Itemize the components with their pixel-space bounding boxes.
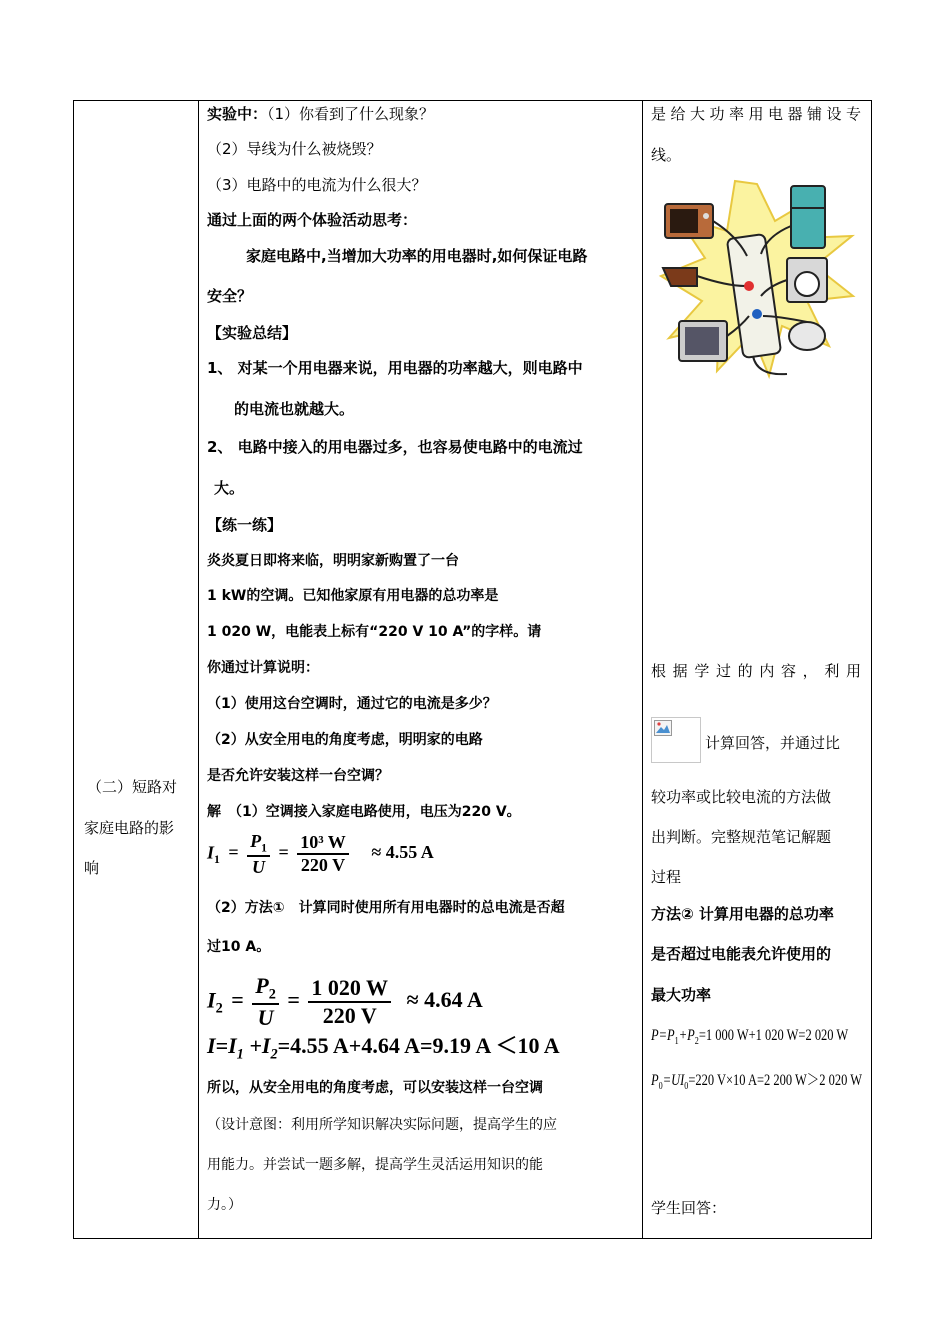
summary-item-1: 1、 对某一个用电器来说，用电器的功率越大，则电路中 (207, 359, 583, 377)
fraction: $\frac{P_2}{U}$ (252, 973, 279, 1031)
overloaded-socket-illustration (657, 176, 857, 386)
broken-image-icon (654, 720, 672, 736)
fraction: $\frac{1 020 W}{220 V}$ (308, 975, 391, 1029)
practice-title: 【练一练】 (207, 516, 283, 534)
student-answer: 学生回答： (651, 1199, 727, 1217)
eq-var: I (207, 842, 215, 863)
practice-line: 炎炎夏日即将来临，明明家新购置了一台 (207, 553, 459, 569)
method-2-line: 是否超过电能表允许使用的 (651, 945, 832, 963)
practice-line: 1 kW的空调。已知他家原有用电器的总功率是 (207, 588, 499, 604)
equation-2: $I_2$ = $\frac{P_2}{U}$ = $\frac{1 020 W}{220 V}$ ≈ 4.64 A (207, 973, 483, 1031)
solution-line: 过10 A。 (207, 939, 271, 955)
experiment-line (207, 104, 434, 124)
lesson-table (73, 100, 872, 1239)
practice-line: 是否允许安装这样一台空调？ (207, 768, 389, 784)
note-line: 出判断。完整规范笔记解题 (651, 828, 832, 846)
think-question-cont: 安全？ (207, 287, 253, 305)
note-line: 根据学过的内容，利用 (651, 662, 861, 680)
practice-line: （1）使用这台空调时，通过它的电流是多少？ (207, 696, 497, 712)
question-1: （1）你看到了什么现象？ (267, 105, 435, 123)
formula-image-placeholder (651, 717, 701, 763)
notes-cell (643, 101, 871, 1238)
power-formula-1: $P=P_1+P_2=1$ 000 W+1 020 W=2 020 W (651, 1027, 849, 1048)
practice-line: 你通过计算说明： (207, 660, 319, 676)
design-note: （设计意图：利用所学知识解决实际问题，提高学生的应 (207, 1117, 557, 1133)
question-2: （2）导线为什么被烧毁？ (207, 140, 382, 158)
section-label-line: 响 (84, 859, 100, 877)
design-note: 力。） (207, 1197, 242, 1213)
section-cell (74, 101, 198, 1238)
practice-line: （2）从安全用电的角度考虑，明明家的电路 (207, 732, 483, 748)
note-line: 是给大功率用电器铺设专 (651, 105, 861, 123)
activity-cell (199, 101, 642, 1238)
summary-title: 【实验总结】 (207, 324, 298, 342)
section-label-line: 家庭电路的影 (84, 819, 175, 837)
fraction: $\frac{\text{10³ W}}{220 V}$ (297, 832, 349, 876)
fraction: $\frac{P_1}{U}$ (247, 831, 270, 878)
think-title: 通过上面的两个体验活动思考： (207, 211, 418, 229)
question-3: （3）电路中的电流为什么很大？ (207, 176, 427, 194)
summary-item-2: 2、 电路中接入的用电器过多，也容易使电路中的电流过 (207, 438, 583, 456)
conclusion: 所以，从安全用电的角度考虑，可以安装这样一台空调 (207, 1080, 543, 1096)
power-formula-2: $P_0=UI_0=220$ V×10 A=2 200 W＞2 020 W (651, 1072, 863, 1093)
summary-item-2-cont: 大。 (214, 479, 245, 497)
section-label-line: （二）短路对 (87, 778, 178, 796)
equation-3: $I=I_1 +I_2=4.55$ A+4.64 A=9.19 A ＜10 A (207, 1033, 560, 1063)
method-2-line: 方法② 计算用电器的总功率 (651, 905, 834, 923)
note-line: 计算回答，并通过比 (705, 734, 841, 752)
solution-line: 解 （1）空调接入家庭电路使用，电压为220 V。 (207, 804, 521, 820)
summary-item-1-cont: 的电流也就越大。 (234, 400, 355, 418)
design-note: 用能力。并尝试一题多解，提高学生灵活运用知识的能 (207, 1157, 543, 1173)
equation-1: $I_1$ = $\frac{P_1}{U}$ = $\frac{\text{10³ W}}{220 V}$ ≈ 4.55 A (207, 831, 434, 877)
experiment-title: 实验中： (207, 105, 268, 123)
note-line: 过程 (651, 868, 682, 886)
note-line: 线。 (651, 146, 682, 164)
note-line: 较功率或比较电流的方法做 (651, 788, 832, 806)
method-2-line: 最大功率 (651, 986, 712, 1004)
practice-line: 1 020 W，电能表上标有“220 V 10 A”的字样。请 (207, 624, 542, 640)
think-question: 家庭电路中,当增加大功率的用电器时,如何保证电路 (246, 247, 588, 265)
solution-line: （2）方法① 计算同时使用所有用电器时的总电流是否超 (207, 900, 565, 916)
